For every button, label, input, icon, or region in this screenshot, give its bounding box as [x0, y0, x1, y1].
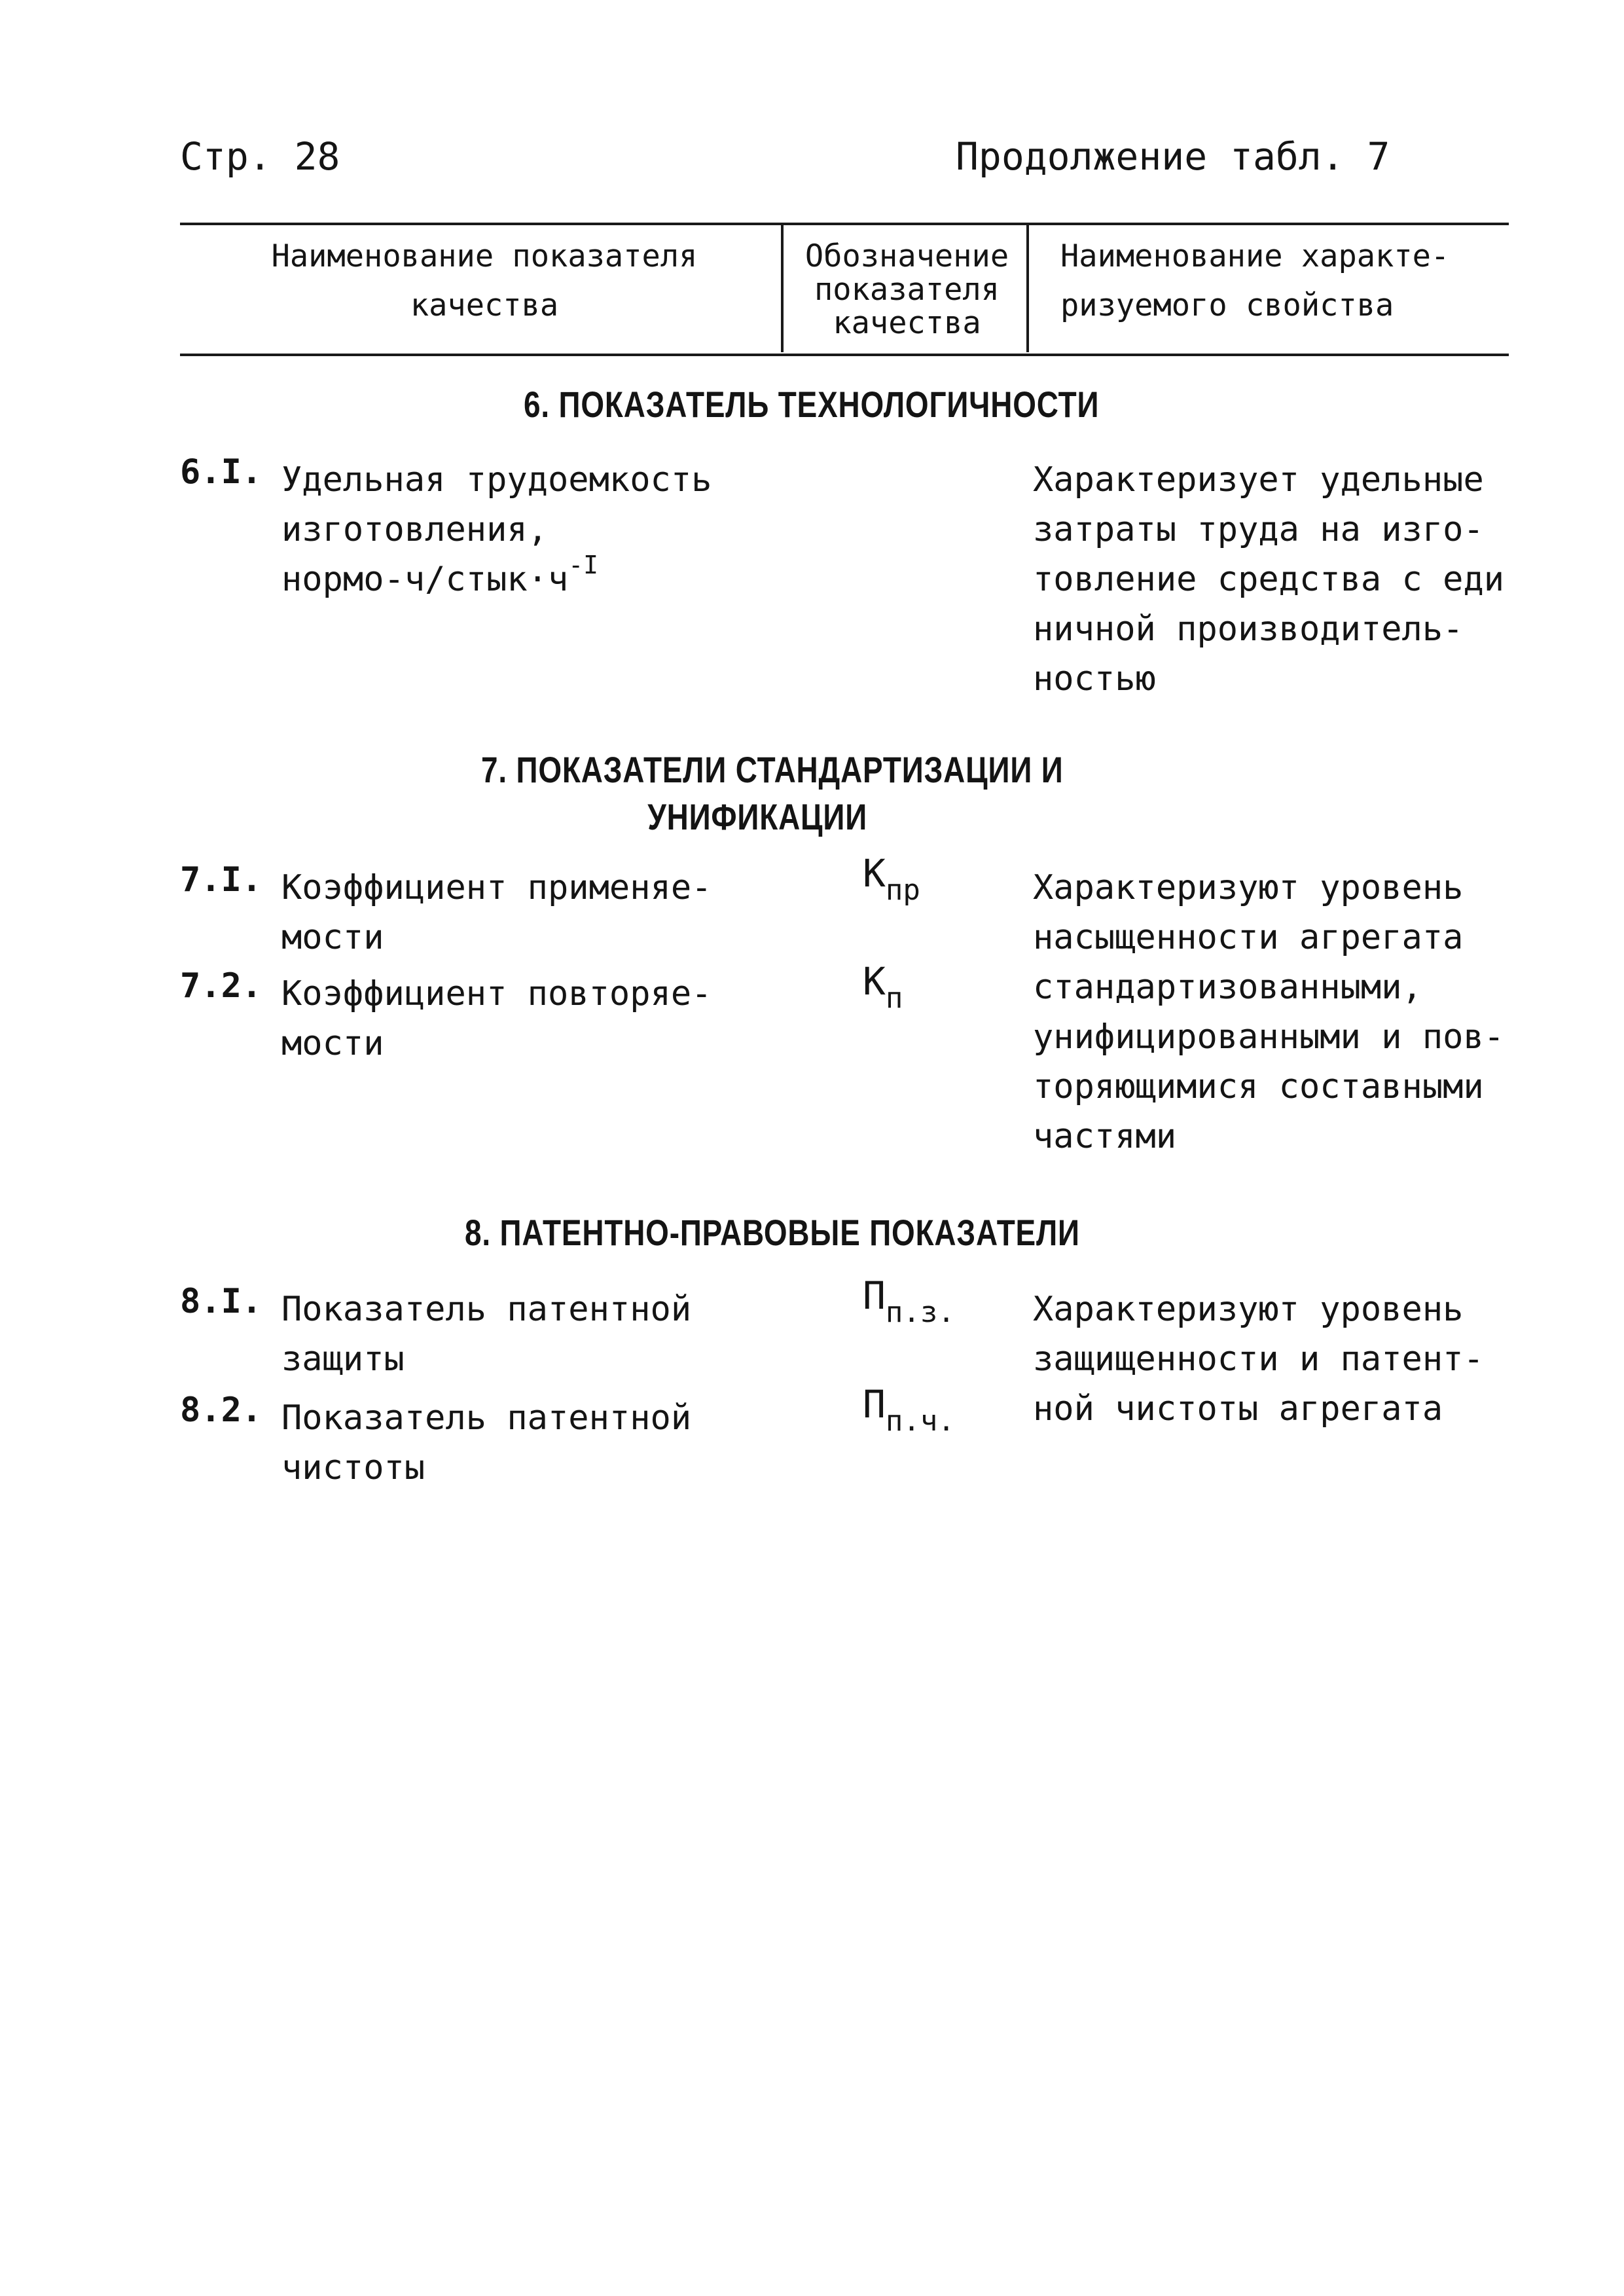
- item-symbol-7-2: [863, 959, 903, 1015]
- table-continuation-label: Продолжение табл. 7: [956, 134, 1390, 179]
- desc-7-line1: Характеризуют уровень: [1033, 868, 1464, 907]
- header-col-symbol-line2: показателя: [814, 272, 1000, 308]
- item-description-6-1: [1033, 455, 1504, 704]
- section-8-description: [1033, 1285, 1484, 1434]
- symbol-main-7-1: К: [863, 851, 886, 896]
- header-col-symbol: [791, 238, 1023, 341]
- header-col-symbol-line3: качества: [833, 305, 981, 341]
- section-title-7: [481, 746, 1064, 841]
- desc-7-line4: унифицированными и пов-: [1033, 1017, 1505, 1057]
- desc-7-line6: частями: [1033, 1117, 1177, 1156]
- item-name-7-1-line2: мости: [281, 918, 384, 957]
- desc-6-1-line1: Характеризует удельные: [1033, 460, 1484, 500]
- item-name-7-1: [281, 863, 712, 962]
- item-name-7-2-line2: мости: [281, 1024, 384, 1063]
- page-number: Стр. 28: [180, 134, 340, 179]
- section-title-7-line2: УНИФИКАЦИИ: [647, 796, 868, 837]
- header-divider-1: [781, 224, 784, 352]
- item-name-7-1-line1: Коэффициент применяе-: [281, 868, 712, 907]
- item-name-6-1-line1: Удельная трудоемкость: [281, 460, 712, 500]
- desc-7-line2: насыщенности агрегата: [1033, 918, 1464, 957]
- item-name-8-1-line2: защиты: [281, 1339, 405, 1379]
- desc-8-line3: ной чистоты агрегата: [1033, 1389, 1443, 1429]
- section-title-7-line1: 7. ПОКАЗАТЕЛИ СТАНДАРТИЗАЦИИ И: [481, 749, 1064, 790]
- desc-7-line5: торяющимися составными: [1033, 1067, 1484, 1106]
- desc-8-line1: Характеризуют уровень: [1033, 1290, 1464, 1329]
- item-name-7-2: [281, 969, 712, 1068]
- header-col-name-line2: качества: [410, 287, 559, 323]
- header-col-property: [1060, 238, 1450, 323]
- symbol-main-8-2: П: [863, 1382, 886, 1427]
- unit-text: нормо-ч/стык·ч: [281, 560, 569, 599]
- desc-8-line2: защищенности и патент-: [1033, 1339, 1484, 1379]
- item-name-6-1-line3: [281, 551, 712, 607]
- item-number-8-1: 8.I.: [180, 1282, 262, 1321]
- header-col-name-line1: Наименование показателя: [271, 238, 698, 274]
- section-7-description: [1033, 863, 1504, 1161]
- item-name-8-1-line1: Показатель патентной: [281, 1290, 692, 1329]
- symbol-sub-7-2: п: [885, 981, 903, 1015]
- symbol-main-8-1: П: [863, 1273, 886, 1318]
- item-name-8-2: [281, 1393, 691, 1493]
- desc-7-line3: стандартизованными,: [1033, 968, 1422, 1007]
- item-name-8-2-line2: чистоты: [281, 1448, 425, 1487]
- item-symbol-8-2: [863, 1382, 955, 1438]
- header-col-property-line2: ризуемого свойства: [1060, 287, 1394, 323]
- symbol-main-7-2: К: [863, 959, 886, 1004]
- item-symbol-7-1: [863, 851, 920, 907]
- item-number-7-2: 7.2.: [180, 966, 262, 1006]
- header-col-symbol-line1: Обозначение: [804, 238, 1009, 274]
- header-bottom-rule: [180, 354, 1509, 356]
- item-number-6-1: 6.I.: [180, 452, 262, 492]
- item-name-8-2-line1: Показатель патентной: [281, 1398, 692, 1438]
- header-top-rule: [180, 223, 1509, 225]
- header-divider-2: [1026, 224, 1029, 352]
- item-name-6-1-line2: изготовления,: [281, 510, 548, 549]
- header-col-name: [249, 238, 720, 323]
- item-name-8-1: [281, 1285, 691, 1384]
- item-number-8-2: 8.2.: [180, 1391, 262, 1430]
- symbol-sub-8-2: п.ч.: [885, 1404, 955, 1438]
- header-col-property-line1: Наименование характе-: [1060, 238, 1450, 274]
- symbol-sub-8-1: п.з.: [885, 1296, 955, 1329]
- symbol-sub-7-1: пр: [885, 873, 920, 907]
- section-title-6: 6. ПОКАЗАТЕЛЬ ТЕХНОЛОГИЧНОСТИ: [524, 384, 1100, 425]
- unit-exponent: -I: [568, 551, 599, 579]
- section-title-8: 8. ПАТЕНТНО-ПРАВОВЫЕ ПОКАЗАТЕЛИ: [465, 1212, 1080, 1253]
- desc-6-1-line3: товление средства с еди: [1033, 560, 1505, 599]
- desc-6-1-line4: ничной производитель-: [1033, 610, 1464, 649]
- item-name-6-1: [281, 455, 712, 607]
- item-symbol-8-1: [863, 1273, 955, 1329]
- desc-6-1-line2: затраты труда на изго-: [1033, 510, 1484, 549]
- item-number-7-1: 7.I.: [180, 860, 262, 900]
- item-name-7-2-line1: Коэффициент повторяе-: [281, 974, 712, 1013]
- desc-6-1-line5: ностью: [1033, 659, 1156, 699]
